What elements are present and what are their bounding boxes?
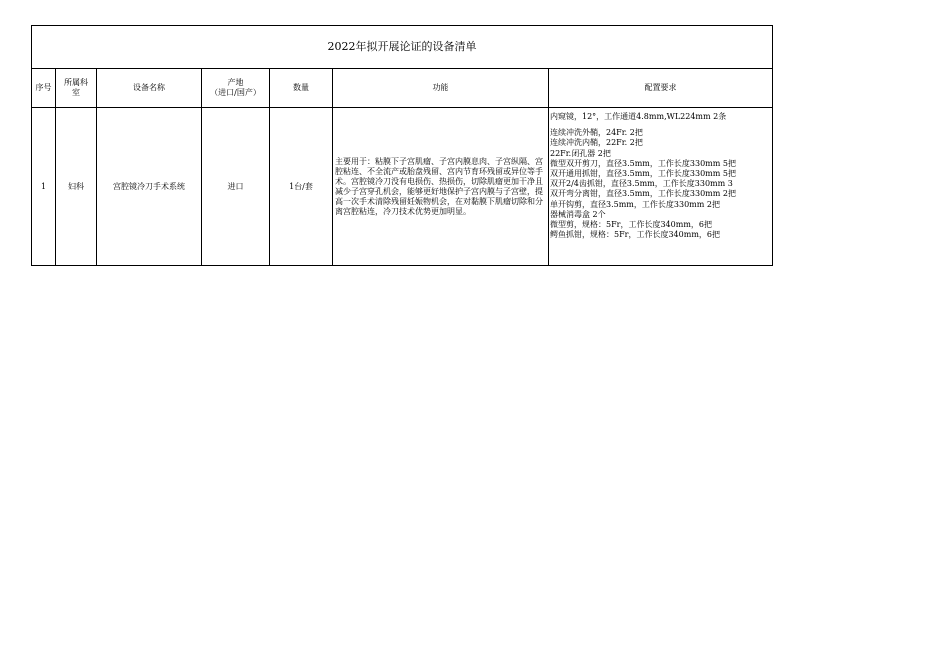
header-quantity[interactable]: 数量 (270, 69, 333, 108)
header-index[interactable]: 序号 (32, 69, 56, 108)
config-line: 单开钩剪，直径3.5mm，工作长度330mm 2把 (550, 199, 720, 209)
config-line: 鳄鱼抓钳，规格：5Fr，工作长度340mm，6把 (550, 230, 720, 240)
equipment-list-table (31, 25, 773, 266)
header-dept-line1: 所属科 (64, 78, 88, 87)
config-line: 双开2/4齿抓钳，直径3.5mm，工作长度330mm 3 (550, 179, 733, 189)
cell-dept[interactable]: 妇科 (56, 108, 97, 266)
cell-config[interactable] (549, 108, 773, 266)
config-line: 连续冲洗内鞘，22Fr. 2把 (550, 138, 643, 148)
header-origin-line2: （进口/国产） (210, 88, 261, 97)
sheet-title[interactable]: 2022年拟开展论证的设备清单 (32, 26, 773, 69)
header-config[interactable]: 配置要求 (549, 69, 773, 108)
config-line: 双开通用抓钳，直径3.5mm，工作长度330mm 5把 (550, 168, 736, 178)
config-line: 微型双开剪刀，直径3.5mm，工作长度330mm 5把 (550, 158, 736, 168)
header-dept-line2: 室 (72, 88, 80, 97)
config-line: 微型剪，规格：5Fr，工作长度340mm，6把 (550, 219, 712, 229)
header-name[interactable]: 设备名称 (97, 69, 202, 108)
cell-name[interactable]: 宫腔镜冷刀手术系统 (97, 108, 202, 266)
cell-quantity[interactable]: 1台/套 (270, 108, 333, 266)
table-row (32, 108, 773, 266)
config-line: 器械消毒盒 2个 (550, 209, 606, 219)
cell-origin[interactable]: 进口 (202, 108, 270, 266)
config-line: 连续冲洗外鞘，24Fr. 2把 (550, 128, 643, 138)
cell-index[interactable]: 1 (32, 108, 56, 266)
header-origin-line1: 产地 (227, 78, 244, 87)
cell-function[interactable]: 主要用于：粘膜下子宫肌瘤、子宫内膜息肉、子宫纵隔、宫腔粘连、不全流产或胎盘残留、宫内节育环残留或异位等手术。宫腔镜冷刀没有电损伤、热损伤，切除肌瘤更加干净且减少子宫穿孔机会，能够更好地保护子宫内膜与子宫壁，提高一次手术清除残留妊娠物机会，在对黏膜下肌瘤切除和分离宫腔粘连，冷刀技术优势更加明显。 (333, 108, 549, 266)
config-line: 双开弯分离钳，直径3.5mm，工作长度330mm 2把 (550, 189, 736, 199)
header-origin[interactable] (202, 69, 270, 108)
header-function[interactable]: 功能 (333, 69, 549, 108)
header-dept[interactable] (56, 69, 97, 108)
config-line: 22Fr.闭孔器 2把 (550, 148, 611, 158)
config-line: 内窥镜，12°，工作通道4.8mm,WL224mm 2条 (550, 112, 727, 121)
